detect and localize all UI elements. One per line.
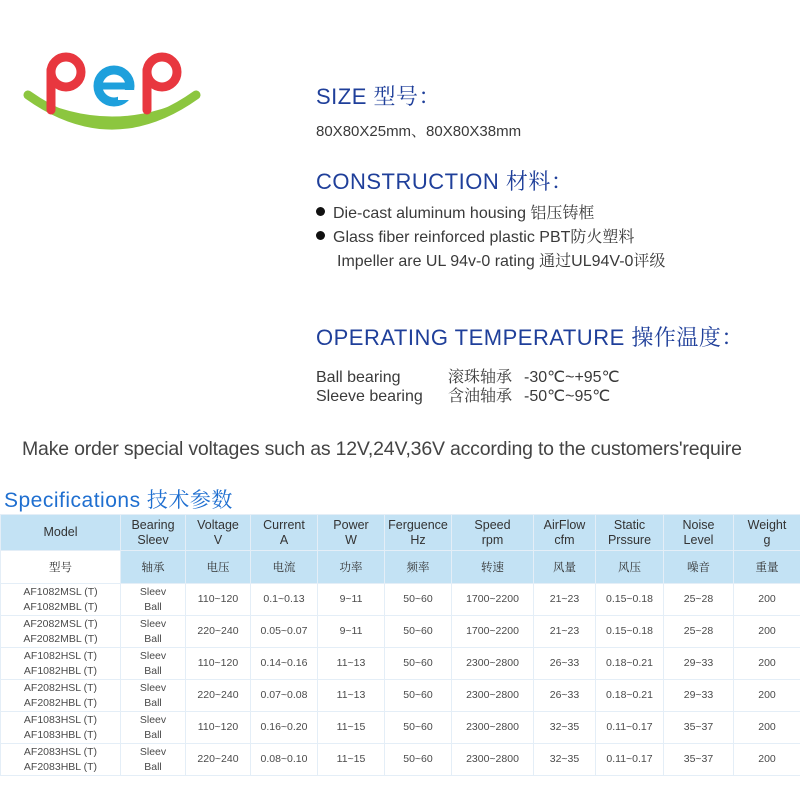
header-cn-cell: 风量	[534, 551, 596, 584]
header-cell: Voltage V	[186, 515, 251, 551]
freq-cell: 50~60	[385, 648, 452, 680]
specs-table	[0, 514, 800, 776]
construction-sub: Impeller are UL 94v-0 rating 通过UL94V-0评级	[337, 253, 666, 270]
table-row	[1, 648, 800, 680]
header-cn-cell: 轴承	[121, 551, 186, 584]
table-row	[1, 584, 800, 616]
bearing-cell: Sleev Ball	[121, 744, 186, 776]
model-cell: AF1082MSL (T) AF1082MBL (T)	[1, 584, 121, 616]
bearing-cell: Sleev Ball	[121, 584, 186, 616]
temperature-cn: 含油轴承	[448, 388, 513, 405]
header-cell: Speed rpm	[452, 515, 534, 551]
weight-cell: 200	[734, 648, 800, 680]
header-cn-cell: 转速	[452, 551, 534, 584]
table-row	[1, 616, 800, 648]
voltage-cell: 110~120	[186, 584, 251, 616]
construction-item-text: Glass fiber reinforced plastic PBT防火塑料	[333, 229, 635, 246]
header-cn-cell: 重量	[734, 551, 800, 584]
pressure-cell: 0.18~0.21	[596, 680, 664, 712]
header-cn-cell: 功率	[318, 551, 385, 584]
model-cell: AF1082HSL (T) AF1082HBL (T)	[1, 648, 121, 680]
pressure-cell: 0.11~0.17	[596, 712, 664, 744]
power-cell: 9~11	[318, 584, 385, 616]
header-cn-cell: 频率	[385, 551, 452, 584]
temperature-range: -50℃~95℃	[524, 388, 611, 405]
construction-item-text: Die-cast aluminum housing 铝压铸框	[333, 205, 595, 222]
temperature-heading: OPERATING TEMPERATURE 操作温度：	[316, 325, 744, 350]
temperature-cn: 滚珠轴承	[448, 369, 513, 386]
freq-cell: 50~60	[385, 584, 452, 616]
model-cell: AF1083HSL (T) AF1083HBL (T)	[1, 712, 121, 744]
header-cn-cell: 风压	[596, 551, 664, 584]
specs-title: Specifications 技术参数	[4, 489, 233, 512]
voltage-cell: 220~240	[186, 744, 251, 776]
voltage-cell: 220~240	[186, 616, 251, 648]
noise-cell: 35~37	[664, 712, 734, 744]
speed-cell: 2300~2800	[452, 712, 534, 744]
pressure-cell: 0.18~0.21	[596, 648, 664, 680]
speed-cell: 1700~2200	[452, 584, 534, 616]
airflow-cell: 32~35	[534, 744, 596, 776]
weight-cell: 200	[734, 584, 800, 616]
airflow-cell: 26~33	[534, 648, 596, 680]
voltage-note: Make order special voltages such as 12V,24V,36V according to the customers'require	[22, 438, 742, 460]
current-cell: 0.14~0.16	[251, 648, 318, 680]
bearing-cell: Sleev Ball	[121, 712, 186, 744]
current-cell: 0.07~0.08	[251, 680, 318, 712]
temperature-row	[316, 383, 610, 406]
weight-cell: 200	[734, 744, 800, 776]
table-row	[1, 744, 800, 776]
power-cell: 11~15	[318, 712, 385, 744]
weight-cell: 200	[734, 680, 800, 712]
noise-cell: 29~33	[664, 680, 734, 712]
freq-cell: 50~60	[385, 712, 452, 744]
header-cell: Current A	[251, 515, 318, 551]
power-cell: 11~13	[318, 680, 385, 712]
model-cell: AF2083HSL (T) AF2083HBL (T)	[1, 744, 121, 776]
specs-header-cn	[1, 551, 800, 584]
current-cell: 0.08~0.10	[251, 744, 318, 776]
current-cell: 0.1~0.13	[251, 584, 318, 616]
construction-item	[316, 224, 634, 247]
header-cell: Bearing Sleev	[121, 515, 186, 551]
bearing-cell: Sleev Ball	[121, 616, 186, 648]
header-cell: Ferguence Hz	[385, 515, 452, 551]
current-cell: 0.05~0.07	[251, 616, 318, 648]
noise-cell: 25~28	[664, 584, 734, 616]
model-cell: AF2082MSL (T) AF2082MBL (T)	[1, 616, 121, 648]
size-value: 80X80X25mm、80X80X38mm	[316, 123, 522, 140]
header-cn-cell: 型号	[1, 551, 121, 584]
freq-cell: 50~60	[385, 616, 452, 648]
noise-cell: 25~28	[664, 616, 734, 648]
header-cn-cell: 电压	[186, 551, 251, 584]
header-cn-cell: 噪音	[664, 551, 734, 584]
freq-cell: 50~60	[385, 744, 452, 776]
pressure-cell: 0.15~0.18	[596, 616, 664, 648]
speed-cell: 2300~2800	[452, 648, 534, 680]
header-cell: AirFlow cfm	[534, 515, 596, 551]
voltage-cell: 110~120	[186, 712, 251, 744]
size-heading: SIZE 型号：	[316, 84, 442, 109]
temperature-label: Ball bearing	[316, 369, 401, 386]
header-cell: Noise Level	[664, 515, 734, 551]
pep-logo	[20, 40, 205, 135]
airflow-cell: 26~33	[534, 680, 596, 712]
freq-cell: 50~60	[385, 680, 452, 712]
bullet-icon	[316, 231, 325, 240]
airflow-cell: 21~23	[534, 584, 596, 616]
temperature-label: Sleeve bearing	[316, 388, 423, 405]
voltage-cell: 220~240	[186, 680, 251, 712]
header-cell: Model	[1, 515, 121, 551]
pressure-cell: 0.11~0.17	[596, 744, 664, 776]
bearing-cell: Sleev Ball	[121, 680, 186, 712]
construction-item	[316, 200, 594, 223]
header-cn-cell: 电流	[251, 551, 318, 584]
speed-cell: 2300~2800	[452, 680, 534, 712]
power-cell: 9~11	[318, 616, 385, 648]
bullet-icon	[316, 207, 325, 216]
noise-cell: 35~37	[664, 744, 734, 776]
current-cell: 0.16~0.20	[251, 712, 318, 744]
bearing-cell: Sleev Ball	[121, 648, 186, 680]
header-cell: Static Prssure	[596, 515, 664, 551]
speed-cell: 2300~2800	[452, 744, 534, 776]
airflow-cell: 32~35	[534, 712, 596, 744]
specs-header-en	[1, 515, 800, 551]
table-row	[1, 680, 800, 712]
header-cell: Power W	[318, 515, 385, 551]
noise-cell: 29~33	[664, 648, 734, 680]
pressure-cell: 0.15~0.18	[596, 584, 664, 616]
power-cell: 11~13	[318, 648, 385, 680]
model-cell: AF2082HSL (T) AF2082HBL (T)	[1, 680, 121, 712]
airflow-cell: 21~23	[534, 616, 596, 648]
power-cell: 11~15	[318, 744, 385, 776]
temperature-range: -30℃~+95℃	[524, 369, 620, 386]
weight-cell: 200	[734, 616, 800, 648]
weight-cell: 200	[734, 712, 800, 744]
speed-cell: 1700~2200	[452, 616, 534, 648]
construction-heading: CONSTRUCTION 材料：	[316, 169, 574, 194]
table-row	[1, 712, 800, 744]
voltage-cell: 110~120	[186, 648, 251, 680]
header-cell: Weight g	[734, 515, 800, 551]
